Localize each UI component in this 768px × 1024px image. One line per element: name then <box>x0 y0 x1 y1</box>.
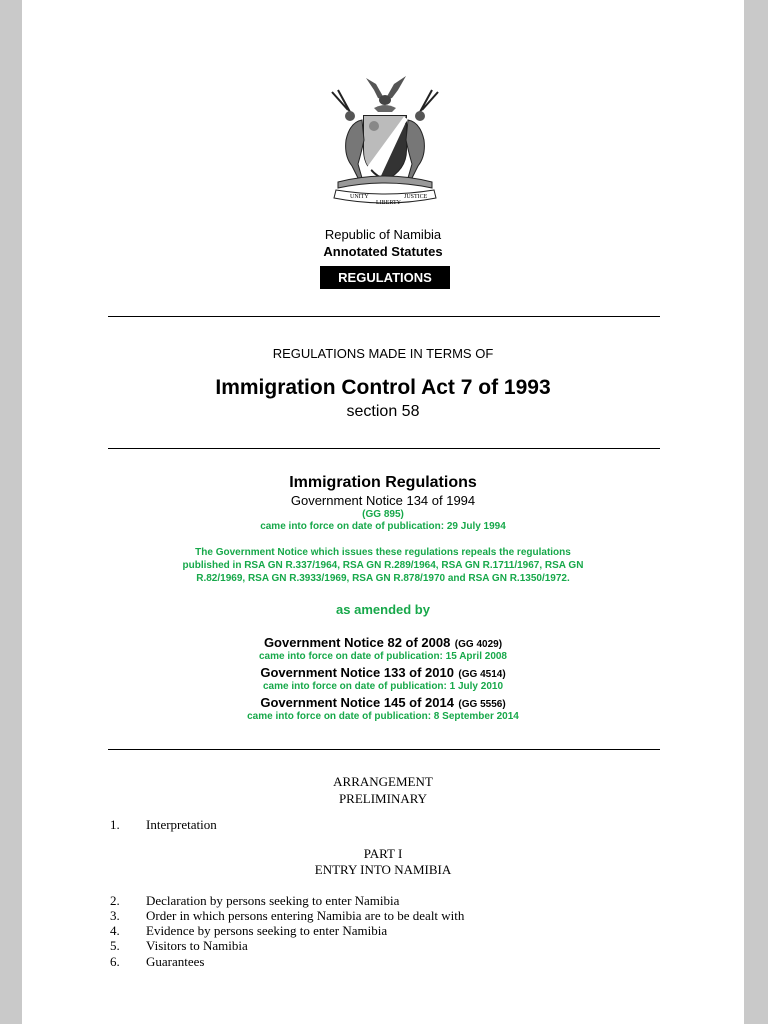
regulations-title: Immigration Regulations <box>289 474 477 491</box>
toc-item-number: 5. <box>110 938 120 953</box>
divider <box>108 448 660 449</box>
amendment-notice: Government Notice 145 of 2014 <box>260 695 454 710</box>
amendment-notice: Government Notice 133 of 2010 <box>260 665 454 680</box>
amendment-in-force: came into force on date of publication: 1 July 2010 <box>262 681 504 692</box>
in-force-date: came into force on date of publication: 29 July 1994 <box>260 521 506 532</box>
toc-item <box>110 938 248 954</box>
preliminary-heading: PRELIMINARY <box>338 791 428 806</box>
toc-item-text: Evidence by persons seeking to enter Namibia <box>146 923 388 938</box>
amendment-gazette: (GG 4514) <box>458 669 506 680</box>
svg-text:LIBERTY: LIBERTY <box>376 200 401 206</box>
amendment-notice: Government Notice 82 of 2008 <box>263 635 451 650</box>
amendment-in-force: came into force on date of publication: 15 April 2008 <box>258 651 507 662</box>
regulations-badge: REGULATIONS <box>320 266 450 289</box>
arrangement-heading: ARRANGEMENT <box>333 774 433 789</box>
toc-item-number: 3. <box>110 908 120 923</box>
government-notice: Government Notice 134 of 1994 <box>290 493 476 508</box>
act-section: section 58 <box>346 403 420 420</box>
amended-by-label: as amended by <box>336 602 430 617</box>
made-in-terms-label: REGULATIONS MADE IN TERMS OF <box>272 346 494 361</box>
publication-title: Annotated Statutes <box>323 244 443 259</box>
amendment-item <box>22 694 744 712</box>
repeal-line: published in RSA GN R.337/1964, RSA GN R.289/1964, RSA GN R.1711/1967, RSA GN <box>182 560 584 571</box>
gazette-number: (GG 895) <box>362 509 404 520</box>
publisher-line: Republic of Namibia <box>324 227 442 242</box>
toc-item <box>110 923 387 939</box>
namibia-coat-of-arms-icon <box>318 70 452 210</box>
part-title: ENTRY INTO NAMIBIA <box>314 862 452 877</box>
toc-item <box>110 893 399 909</box>
toc-item-number: 2. <box>110 893 120 908</box>
toc-item <box>110 908 464 924</box>
toc-item <box>110 817 217 833</box>
svg-text:JUSTICE: JUSTICE <box>404 194 428 200</box>
amendment-item <box>22 664 744 682</box>
act-title: Immigration Control Act 7 of 1993 <box>215 376 551 399</box>
amendment-item <box>22 634 744 652</box>
toc-item-number: 1. <box>110 817 120 832</box>
divider <box>108 316 660 317</box>
divider <box>108 749 660 750</box>
toc-item-text: Order in which persons entering Namibia are to be dealt with <box>146 908 465 923</box>
toc-item <box>110 954 204 970</box>
part-label: PART I <box>363 846 403 861</box>
toc-item-text: Declaration by persons seeking to enter Namibia <box>146 893 400 908</box>
amendment-gazette: (GG 4029) <box>454 639 503 650</box>
svg-text:UNITY: UNITY <box>350 194 369 200</box>
document-page <box>22 0 744 1024</box>
toc-item-text: Interpretation <box>146 817 217 832</box>
amendment-in-force: came into force on date of publication: 8 September 2014 <box>247 711 519 722</box>
toc-item-text: Visitors to Namibia <box>146 938 248 953</box>
toc-item-number: 6. <box>110 954 120 969</box>
repeal-line: R.82/1969, RSA GN R.3933/1969, RSA GN R.878/1970 and RSA GN R.1350/1972. <box>196 573 570 584</box>
toc-item-number: 4. <box>110 923 120 938</box>
repeal-note <box>22 546 744 585</box>
amendment-gazette: (GG 5556) <box>458 699 506 710</box>
toc-item-text: Guarantees <box>146 954 205 969</box>
repeal-line: The Government Notice which issues these regulations repeals the regulations <box>195 547 571 558</box>
